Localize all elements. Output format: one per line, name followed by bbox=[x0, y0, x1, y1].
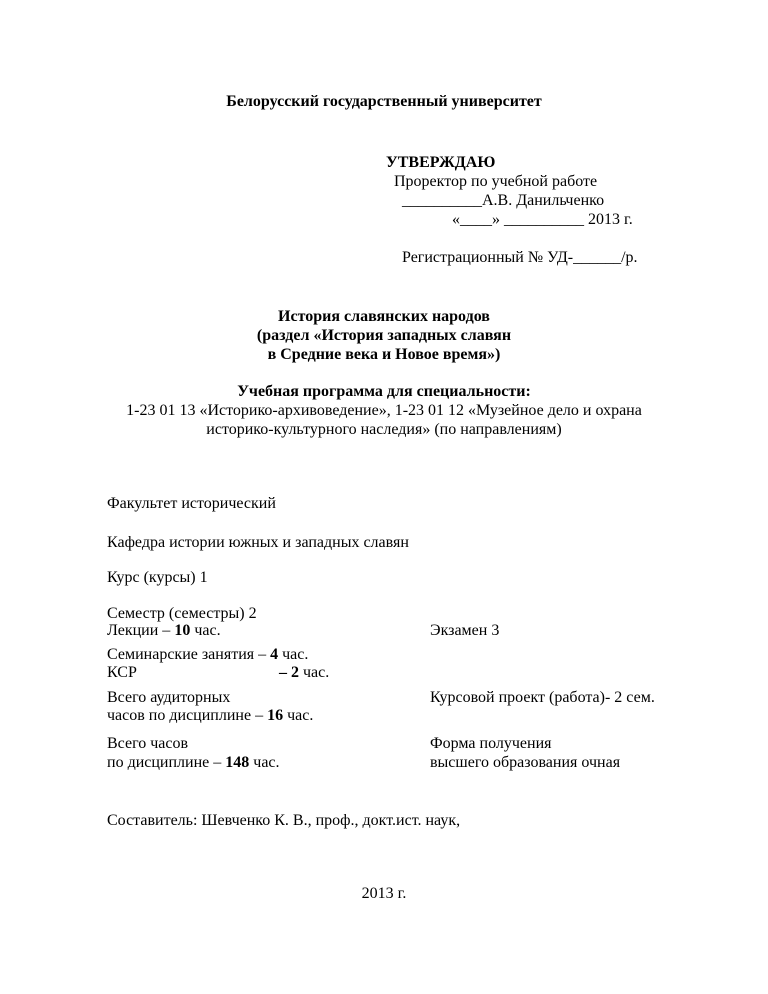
approval-date: «____» __________ 2013 г. bbox=[452, 211, 633, 228]
course-title-line-1: История славянских народов bbox=[278, 308, 490, 325]
semester: Семестр (семестры) 2 bbox=[107, 605, 257, 622]
approval-heading: УТВЕРЖДАЮ bbox=[386, 154, 496, 171]
author: Составитель: Шевченко К. В., проф., докт.ист. наук, bbox=[107, 812, 461, 829]
department: Кафедра истории южных и западных славян bbox=[107, 534, 409, 551]
auditory-hours-label: часов по дисциплине – bbox=[107, 707, 268, 724]
course-project: Курсовой проект (работа)- 2 сем. bbox=[430, 689, 655, 706]
document-year: 2013 г. bbox=[361, 885, 407, 902]
program-specialty-line-1: 1-23 01 13 «Историко-архивоведение», 1-23 01 12 «Музейное дело и охрана bbox=[126, 402, 642, 419]
ksr-unit: час. bbox=[299, 664, 330, 681]
total-hours-value: 148 bbox=[225, 754, 250, 771]
total-hours-line-2 bbox=[107, 753, 280, 772]
auditory-hours-value: 16 bbox=[267, 707, 284, 724]
registration-number: Регистрационный № УД-______/р. bbox=[402, 249, 638, 266]
university-name: Белорусский государственный университет bbox=[226, 93, 542, 110]
course-title-line-3: в Средние века и Новое время») bbox=[267, 346, 501, 363]
seminars-unit: час. bbox=[278, 646, 309, 663]
program-specialty-line-2: историко-культурного наследия» (по направлениям) bbox=[206, 421, 562, 438]
faculty: Факультет исторический bbox=[107, 495, 276, 512]
auditory-hours-line-1: Всего аудиторных bbox=[107, 689, 231, 706]
lectures bbox=[107, 621, 221, 640]
total-hours-label: по дисциплине – bbox=[107, 754, 226, 771]
lectures-unit: час. bbox=[190, 622, 221, 639]
approval-position: Проректор по учебной работе bbox=[394, 173, 598, 190]
ksr bbox=[279, 663, 329, 682]
education-form-line-1: Форма получения bbox=[430, 735, 552, 752]
auditory-hours-unit: час. bbox=[283, 707, 314, 724]
ksr-hours: – 2 bbox=[279, 664, 299, 681]
auditory-hours-line-2 bbox=[107, 706, 313, 725]
seminars bbox=[107, 645, 308, 664]
course-number: Курс (курсы) 1 bbox=[107, 569, 208, 586]
approval-signature: __________А.В. Данильченко bbox=[402, 192, 605, 209]
ksr-label: КСР bbox=[107, 664, 137, 681]
total-hours-unit: час. bbox=[249, 754, 280, 771]
seminars-label: Семинарские занятия – bbox=[107, 646, 271, 663]
course-title-line-2: (раздел «История западных славян bbox=[256, 327, 512, 344]
education-form-line-2: высшего образования очная bbox=[430, 754, 621, 771]
lectures-label: Лекции – bbox=[107, 622, 175, 639]
total-hours-line-1: Всего часов bbox=[107, 735, 189, 752]
program-heading: Учебная программа для специальности: bbox=[237, 383, 531, 400]
exam: Экзамен 3 bbox=[430, 622, 500, 639]
seminars-hours: 4 bbox=[270, 646, 279, 663]
lectures-hours: 10 bbox=[174, 622, 191, 639]
